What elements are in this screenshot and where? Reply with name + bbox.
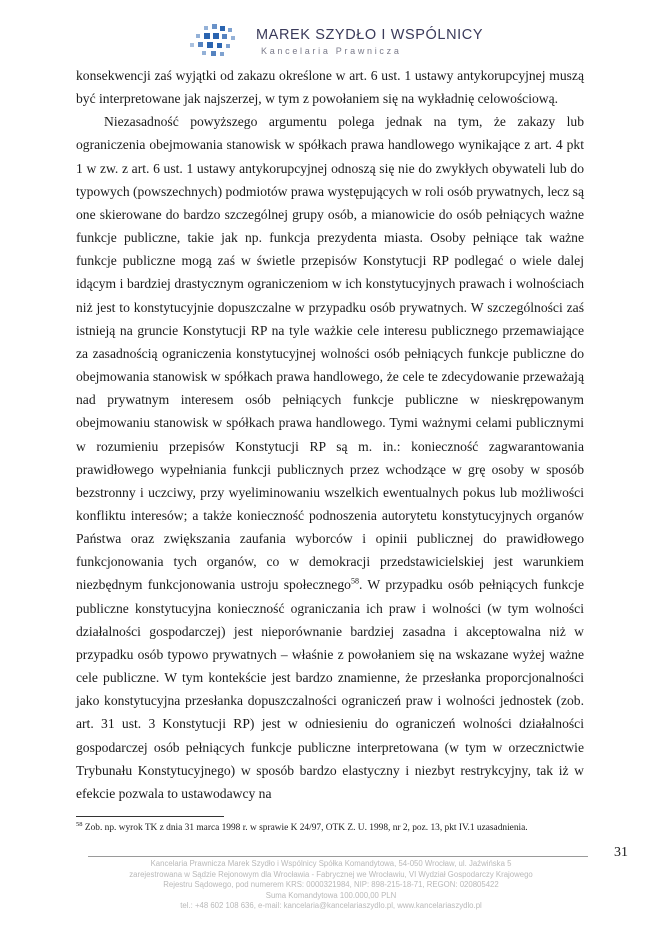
footnote-separator: [76, 816, 224, 817]
firm-name: MAREK SZYDŁO I WSPÓLNICY: [256, 27, 484, 43]
footnote-number: 58: [76, 820, 83, 828]
paragraph-2: [76, 110, 584, 805]
paragraph-2-text-a: Niezasadność powyższego argumentu polega jednak na tym, że zakazy lub ograniczenia obejmowania stanowisk w spółkach prawa handlowego wynikające z art. 4 pkt 1 w zw. z art. 6 ust. 1 ustawy antykorupcyjnej odnoszą się nie do zwykłych obywateli lub do typowych (powszechnych) podmiotów prawa występujących w roli osób prywatnych, lecz są one skierowane do bardzo szczególnej grupy osób, a mianowicie do osób pełniących ważne funkcje publiczne, takie jak np. funkcja prezydenta miasta. Osoby pełniące tak ważne funkcje publiczne mogą zaś w świetle przepisów Konstytucji RP podlegać o wiele dalej idącym i bardziej drastycznym ograniczeniom w ich konstytucyjnych prawach i wolnościach niż jest to konstytucyjnie dopuszczalne w przypadku osób prywatnych. W szczególności zaś istnieją na gruncie Konstytucji RP na tyle ważkie cele interesu publicznego przemawiające za zasadnością ograniczenia konstytucyjnej wolności osób pełniących funkcje publiczne do obejmowania stanowisk w spółkach prawa handlowego, że cele te zdecydowanie przeważają nad prywatnym interesem osób pełniących funkcje publiczne w nieskrępowanym obejmowaniu stanowisk w spółkach prawa handlowego. Tymi ważnymi celami publicznymi w rozumieniu przepisów Konstytucji RP są m. in.: konieczność zagwarantowania prawidłowego wypełniania funkcji publicznych przez wchodzące w grę osoby w sposób bezstronny i uczciwy, przy wyeliminowaniu wszelkich ewentualnych pokus lub możliwości konfliktu interesów; a także konieczność podnoszenia autorytetu konstytucyjnych organów Państwa oraz zwiększania zaufania wyborców i opinii publicznej do prawidłowego funkcjonowania tych organów, co w demokracji przedstawicielskiej jest warunkiem niezbędnym funkcjonowania ustroju społecznego: [76, 114, 584, 593]
page-number: 31: [614, 845, 628, 860]
footnote: [76, 822, 586, 835]
footnote-text: Zob. np. wyrok TK z dnia 31 marca 1998 r. w sprawie K 24/97, OTK Z. U. 1998, nr 2, poz. 13, pkt IV.1 uzasadnienia.: [82, 823, 528, 833]
footer-line-1: Kancelaria Prawnicza Marek Szydło i Wspólnicy Spółka Komandytowa, 54-050 Wrocław, ul. Jaźwińska 5: [150, 859, 512, 868]
paragraph-2-text-b: . W przypadku osób pełniących funkcje publiczne konstytucyjna konieczność ograniczania ich praw i wolności (w tym wolności działalności gospodarczej) jest nieporównanie bardziej zasadna i akceptowalna niż w przypadku osób typowo prywatnych – właśnie z powołaniem się na wskazane wyżej ważne cele publiczne. W tym kontekście jest bardzo znamienne, że przesłanka proporcjonalności jako konstytucyjna przesłanka dopuszczalności ograniczeń praw i wolności jednostek (zob. art. 31 ust. 3 Konstytucji RP) jest w odniesieniu do ograniczeń wolności działalności gospodarczej osób pełniących funkcje publiczne interpretowana (w tym w orzecznictwie Trybunału Konstytucyjnego) w sposób bardzo elastyczny i niezbyt restrykcyjny, tak iż w efekcie pozwala to ustawodawcy na: [76, 577, 584, 801]
firm-logo: [190, 24, 490, 60]
logo-mark-icon: [190, 24, 238, 58]
footer-divider: [88, 856, 588, 857]
footer-line-3: Rejestru Sądowego, pod numerem KRS: 0000321984, NIP: 898-215-18-71, REGON: 020805422: [163, 880, 499, 890]
footnote-reference[interactable]: 58: [350, 576, 359, 586]
footer-line-5: tel.: +48 602 108 636, e-mail: kancelaria@kancelariaszydlo.pl, www.kancelariaszydlo.pl: [180, 901, 482, 911]
firm-subtitle: Kancelaria Prawnicza: [261, 46, 402, 56]
document-body: [76, 64, 584, 805]
footer-line-2: zarejestrowana w Sądzie Rejonowym dla Wrocławia - Fabrycznej we Wrocławiu, VI Wydział Gospodarczy Krajowego: [129, 869, 533, 879]
footer-line-4: Suma Komandytowa 100.000,00 PLN: [265, 890, 397, 900]
company-footer: [66, 859, 596, 912]
paragraph-1: konsekwencji zaś wyjątki od zakazu określone w art. 6 ust. 1 ustawy antykorupcyjnej muszą być interpretowane jak najszerzej, w tym z powołaniem się na wykładnię celowościową.: [76, 68, 584, 107]
